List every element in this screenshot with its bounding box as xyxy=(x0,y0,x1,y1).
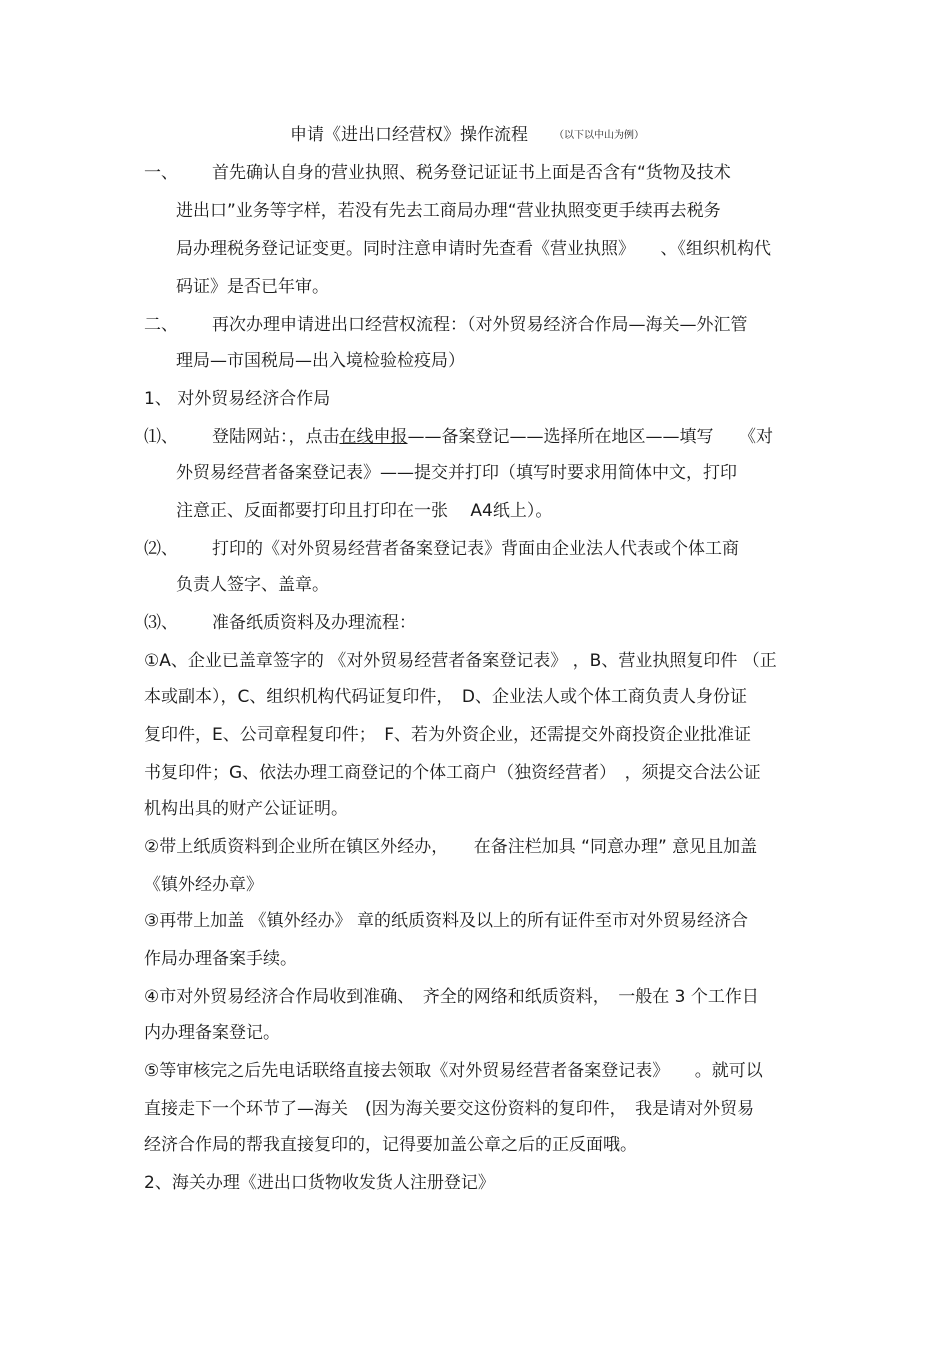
item-1-line: 机构出具的财产公证证明。 xyxy=(144,799,348,819)
item-1-line: 书复印件；G、依法办理工商登记的个体工商户（独资经营者） ，须提交合法公证 xyxy=(144,763,761,783)
item-2-line: 《镇外经办章》 xyxy=(144,875,263,895)
item-3-line: 作局办理备案手续。 xyxy=(144,949,297,969)
item-1-line: 复印件，E、公司章程复印件； F、若为外资企业，还需提交外商投资企业批准证 xyxy=(144,725,752,745)
title-main: 申请《进出口经营权》操作流程 xyxy=(290,125,528,145)
sub-3-line: 准备纸质资料及办理流程： xyxy=(212,613,416,633)
item-3-line: ③再带上加盖 《镇外经办》 章的纸质资料及以上的所有证件至市对外贸易经济合 xyxy=(144,911,749,931)
sub-3-marker: ⑶、 xyxy=(144,613,178,633)
document-title xyxy=(290,124,644,147)
sub-1-line xyxy=(212,426,773,448)
item-2-line: ②带上纸质资料到企业所在镇区外经办， 在备注栏加具 “同意办理” 意见且加盖 xyxy=(144,837,758,857)
step-2-heading: 2、海关办理《进出口货物收发货人注册登记》 xyxy=(144,1173,495,1193)
section-2-line: 理局—市国税局—出入境检验检疫局） xyxy=(176,351,465,371)
item-5-line: ⑤等审核完之后先电话联络直接去领取《对外贸易经营者备案登记表》 。就可以 xyxy=(144,1061,763,1081)
section-1-line: 首先确认自身的营业执照、税务登记证证书上面是否含有“货物及技术 xyxy=(212,163,731,183)
online-apply-link[interactable]: 在线申报 xyxy=(339,427,408,447)
title-note: （以下以中山为例） xyxy=(554,130,644,141)
sub-1-line: 注意正、反面都要打印且打印在一张 A4纸上）。 xyxy=(176,501,553,521)
sub-2-line: 负责人签字、盖章。 xyxy=(176,575,329,595)
section-2-line: 再次办理申请进出口经营权流程：（对外贸易经济合作局—海关—外汇管 xyxy=(212,315,748,335)
sub-1-line-post: ——备案登记——选择所在地区——填写 《对 xyxy=(407,427,773,447)
item-1-line: ①A、企业已盖章签字的 《对外贸易经营者备案登记表》 ，B、营业执照复印件 （正 xyxy=(144,651,777,671)
sub-2-marker: ⑵、 xyxy=(144,539,178,559)
step-1-heading: 1、 对外贸易经济合作局 xyxy=(144,389,331,409)
item-4-line: ④市对外贸易经济合作局收到准确、 齐全的网络和纸质资料， 一般在 3 个工作日 xyxy=(144,987,759,1007)
sub-1-marker: ⑴、 xyxy=(144,427,178,447)
section-1-marker: 一、 xyxy=(144,163,178,183)
section-1-line: 局办理税务登记证变更。同时注意申请时先查看《营业执照》 、《组织机构代 xyxy=(176,239,771,259)
item-4-line: 内办理备案登记。 xyxy=(144,1023,280,1043)
section-1-line: 码证》是否已年审。 xyxy=(176,277,329,297)
item-5-line: 经济合作局的帮我直接复印的，记得要加盖公章之后的正反面哦。 xyxy=(144,1135,637,1155)
item-1-line: 本或副本），C、组织机构代码证复印件， D、企业法人或个体工商负责人身份证 xyxy=(144,687,747,707)
section-2-marker: 二、 xyxy=(144,315,178,335)
sub-2-line: 打印的《对外贸易经营者备案登记表》背面由企业法人代表或个体工商 xyxy=(212,539,739,559)
item-5-line: 直接走下一个环节了—海关 (因为海关要交这份资料的复印件， 我是请对外贸易 xyxy=(144,1099,755,1119)
section-1-line: 进出口”业务等字样，若没有先去工商局办理“营业执照变更手续再去税务 xyxy=(176,201,721,221)
sub-1-line: 外贸易经营者备案登记表》——提交并打印（填写时要求用简体中文，打印 xyxy=(176,463,737,483)
sub-1-line-pre: 登陆网站：，点击 xyxy=(212,427,340,447)
